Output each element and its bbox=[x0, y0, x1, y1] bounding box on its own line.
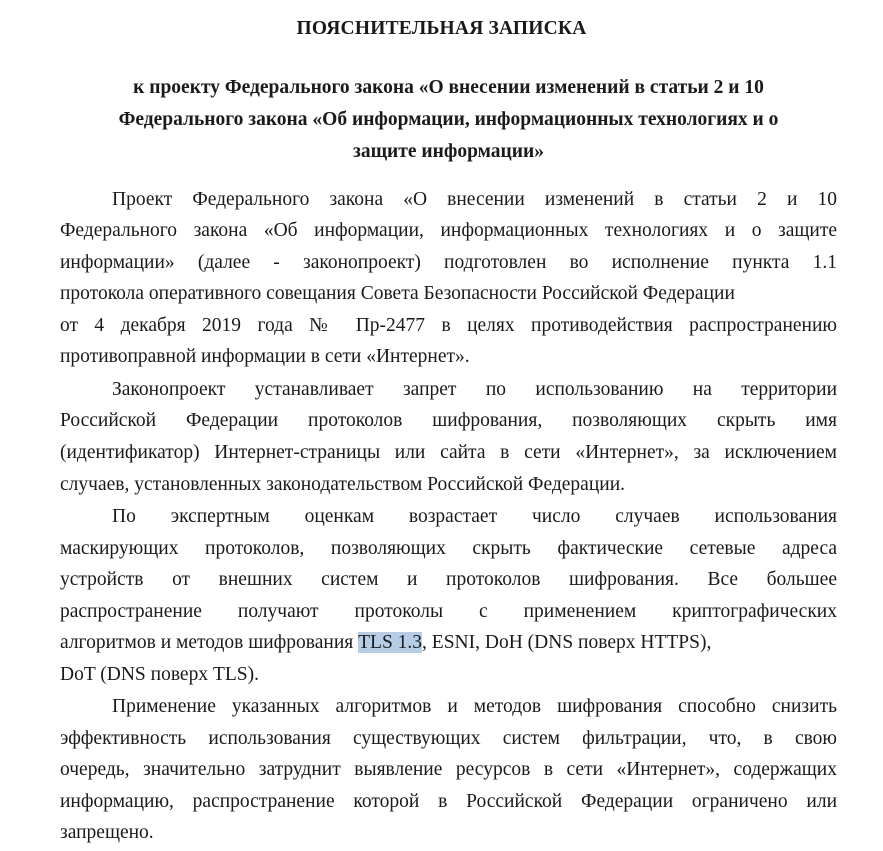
subtitle-line: к проекту Федерального закона «О внесении изменений в статьи 2 и 10 bbox=[133, 77, 764, 98]
paragraph-1-line[interactable]: Федерального закона «Об информации, информационных технологиях и о защите bbox=[60, 220, 837, 241]
paragraph-4-line[interactable]: запрещено. bbox=[60, 822, 154, 843]
paragraph-4-line[interactable]: информацию, распространение которой в Российской Федерации ограничено или bbox=[60, 791, 837, 812]
paragraph-3-line[interactable]: DoT (DNS поверх TLS). bbox=[60, 664, 259, 685]
paragraph-1-line[interactable]: Проект Федерального закона «О внесении изменений в статьи 2 и 10 bbox=[112, 189, 837, 210]
paragraph-3-line[interactable]: маскирующих протоколов, позволяющих скрыть фактические сетевые адреса bbox=[60, 538, 837, 559]
paragraph-1-line[interactable]: от 4 декабря 2019 года № Пр-2477 в целях противодействия распространению bbox=[60, 315, 837, 336]
paragraph-2-line[interactable]: Законопроект устанавливает запрет по использованию на территории bbox=[112, 379, 837, 400]
paragraph-3-line[interactable]: устройств от внешних систем и протоколов шифрования. Все большее bbox=[60, 569, 837, 590]
paragraph-3-line[interactable]: По экспертным оценкам возрастает число случаев использования bbox=[112, 506, 837, 527]
paragraph-4-line[interactable]: Применение указанных алгоритмов и методов шифрования способно снизить bbox=[112, 696, 837, 717]
paragraph-1-line[interactable]: информации» (далее - законопроект) подготовлен во исполнение пункта 1.1 bbox=[60, 252, 837, 273]
subtitle-line: Федерального закона «Об информации, информационных технологиях и о bbox=[118, 109, 779, 130]
text-segment: алгоритмов и методов шифрования bbox=[60, 632, 359, 653]
paragraph-1-line[interactable]: протокола оперативного совещания Совета Безопасности Российской Федерации bbox=[60, 283, 735, 304]
paragraph-4-line[interactable]: эффективность использования существующих систем фильтрации, что, в свою bbox=[60, 728, 837, 749]
paragraph-1-line[interactable]: противоправной информации в сети «Интернет». bbox=[60, 346, 470, 367]
paragraph-2-line[interactable]: случаев, установленных законодательством Российской Федерации. bbox=[60, 474, 626, 495]
paragraph-3-line[interactable] bbox=[60, 631, 837, 655]
document-title: ПОЯСНИТЕЛЬНАЯ ЗАПИСКА bbox=[296, 18, 587, 39]
highlighted-selection[interactable]: TLS 1.3 bbox=[358, 632, 423, 653]
text-segment: , ESNI, DoH (DNS поверх HTTPS), bbox=[422, 632, 712, 653]
document-subtitle bbox=[60, 72, 837, 168]
paragraph-2-line[interactable]: (идентификатор) Интернет-страницы или сайта в сети «Интернет», за исключением bbox=[60, 442, 837, 463]
subtitle-line: защите информации» bbox=[352, 141, 544, 162]
paragraph-3-line[interactable]: распространение получают протоколы с применением криптографических bbox=[60, 601, 837, 622]
paragraph-4-line[interactable]: очередь, значительно затруднит выявление ресурсов в сети «Интернет», содержащих bbox=[60, 759, 837, 780]
paragraph-2-line[interactable]: Российской Федерации протоколов шифрования, позволяющих скрыть имя bbox=[60, 410, 837, 431]
